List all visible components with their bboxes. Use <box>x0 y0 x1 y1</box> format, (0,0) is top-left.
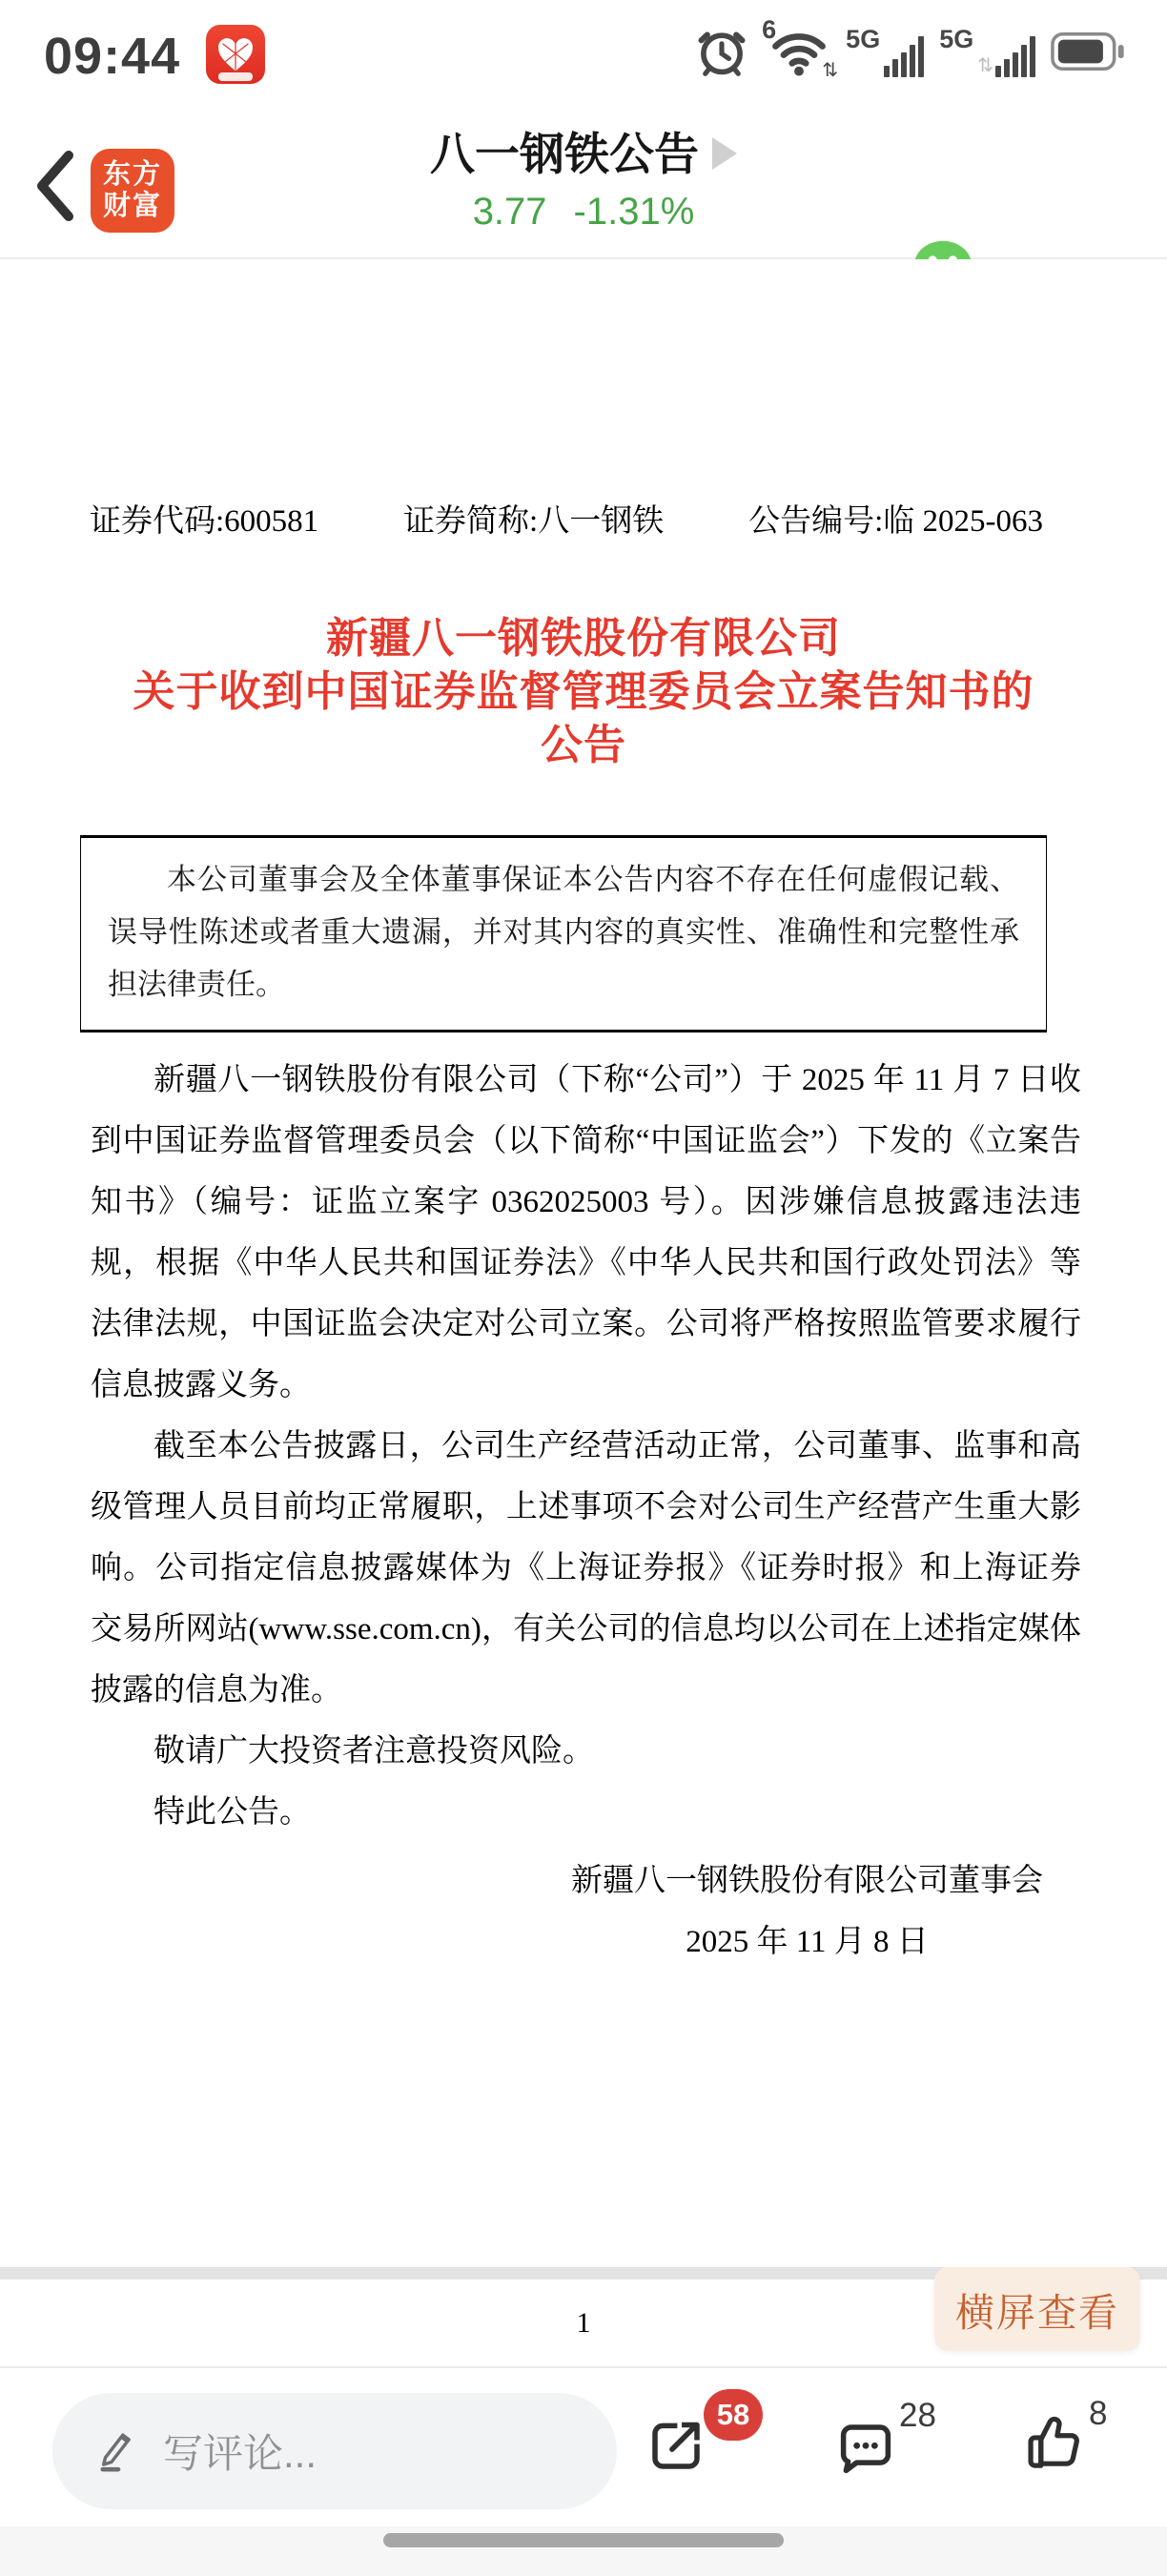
data-traffic-arrows: ⇅ <box>977 54 992 76</box>
back-icon[interactable] <box>27 148 84 224</box>
share-action[interactable] <box>645 2368 783 2530</box>
stock-quote[interactable] <box>473 191 695 234</box>
stock-price: 3.77 <box>472 191 547 233</box>
comment-input[interactable] <box>52 2393 617 2509</box>
security-abbr: 证券简称:八一钢铁 <box>403 504 665 539</box>
pencil-icon <box>96 2429 140 2473</box>
page-number: 1 <box>576 2307 591 2339</box>
network-type-label: 5G <box>846 24 881 53</box>
wifi-icon <box>762 15 837 82</box>
expand-caret-icon <box>712 137 737 170</box>
eastmoney-logo[interactable] <box>91 149 174 233</box>
nav-center <box>0 95 1167 257</box>
pinduoduo-app-icon <box>206 25 265 84</box>
landscape-view-button[interactable] <box>934 2267 1140 2351</box>
landscape-view-label: 横屏查看 <box>955 2290 1119 2335</box>
closing-line: 特此公告。 <box>154 1795 311 1830</box>
stock-change: -1.31% <box>573 191 695 233</box>
title-line-2: 关于收到中国证券监督管理委员会立案告知书的 <box>133 668 1034 715</box>
wifi-traffic-arrows: ⇅ <box>822 60 837 81</box>
wifi-6-badge: 6 <box>762 15 777 44</box>
page-title: 八一钢铁公告 <box>430 129 699 179</box>
paragraph-2: 截至本公告披露日，公司生产经营活动正常，公司董事、监事和高级管理人员目前均正常履职，上述事项不会对公司生产经营产生重大影响。公司指定信息披露媒体为《上海证券报》《证券时报》和上海证券交易所网站(www.sse.com.cn)，有关公司的信息均以公司在上述指定媒体披露的信息为准。 <box>91 1429 1081 1707</box>
thumbs-up-icon <box>1022 2412 1085 2475</box>
title-row[interactable] <box>430 119 737 183</box>
bottom-toolbar <box>0 2366 1167 2576</box>
share-icon <box>645 2414 707 2477</box>
nav-bar <box>0 95 1167 259</box>
comment-placeholder: 写评论... <box>163 2431 317 2476</box>
document-body <box>91 1050 1081 1843</box>
logo-text-line2: 财富 <box>102 191 162 221</box>
pinduoduo-label-strip <box>218 72 253 81</box>
risk-notice: 敬请广大投资者注意投资风险。 <box>154 1734 594 1768</box>
document-meta-row <box>90 259 1043 543</box>
signature: 新疆八一钢铁股份有限公司董事会 <box>571 1864 1043 1898</box>
signal-bars-icon <box>995 33 1035 77</box>
alarm-clock-icon <box>695 25 748 78</box>
security-code: 证券代码:600581 <box>90 504 319 539</box>
like-action[interactable] <box>1022 2368 1127 2530</box>
announcement-number: 公告编号:临 2025-063 <box>748 504 1043 539</box>
title-line-3: 公告 <box>541 722 626 768</box>
heart-icon <box>215 35 256 73</box>
like-count: 8 <box>1089 2395 1108 2432</box>
comment-count: 28 <box>899 2397 936 2434</box>
status-icons <box>695 15 1125 82</box>
signature-block <box>0 1850 1167 1973</box>
document-viewer[interactable] <box>0 259 1167 2366</box>
comments-action[interactable] <box>834 2368 949 2530</box>
signature-date: 2025 年 11 月 8 日 <box>686 1925 929 1959</box>
logo-text-line1: 东方 <box>102 159 162 190</box>
disclaimer-box: 本公司董事会及全体董事保证本公告内容不存在任何虚假记载、误导性陈述或者重大遗漏，并对其内容的真实性、准确性和完整性承担法律责任。 <box>80 835 1047 1032</box>
status-bar <box>0 0 1167 95</box>
paragraph-1: 新疆八一钢铁股份有限公司（下称“公司”）于 2025 年 11 月 7 日收到中国证券监督管理委员会（以下简称“中国证监会”）下发的《立案告知书》（编号：证监立案字 0362025003 号）。因涉嫌信息披露违法违规，根据《中华人民共和国证券法》《中华人民共和国行政处罚法》等法律法规，中国证监会决定对公司立案。公司将严格按照监管要求履行信息披露义务。 <box>91 1063 1081 1402</box>
comment-bubble-icon <box>834 2416 897 2481</box>
announcement-title <box>0 612 1167 772</box>
clock-time: 09:44 <box>44 28 181 85</box>
share-count-badge: 58 <box>704 2389 763 2441</box>
home-indicator[interactable] <box>383 2533 784 2547</box>
network-type-label: 5G <box>939 24 974 53</box>
signal-bars-icon <box>884 33 924 77</box>
cellular-signal-1 <box>846 24 924 77</box>
battery-icon <box>1051 32 1125 71</box>
cellular-signal-2 <box>939 24 1035 77</box>
title-line-1: 新疆八一钢铁股份有限公司 <box>326 615 841 662</box>
